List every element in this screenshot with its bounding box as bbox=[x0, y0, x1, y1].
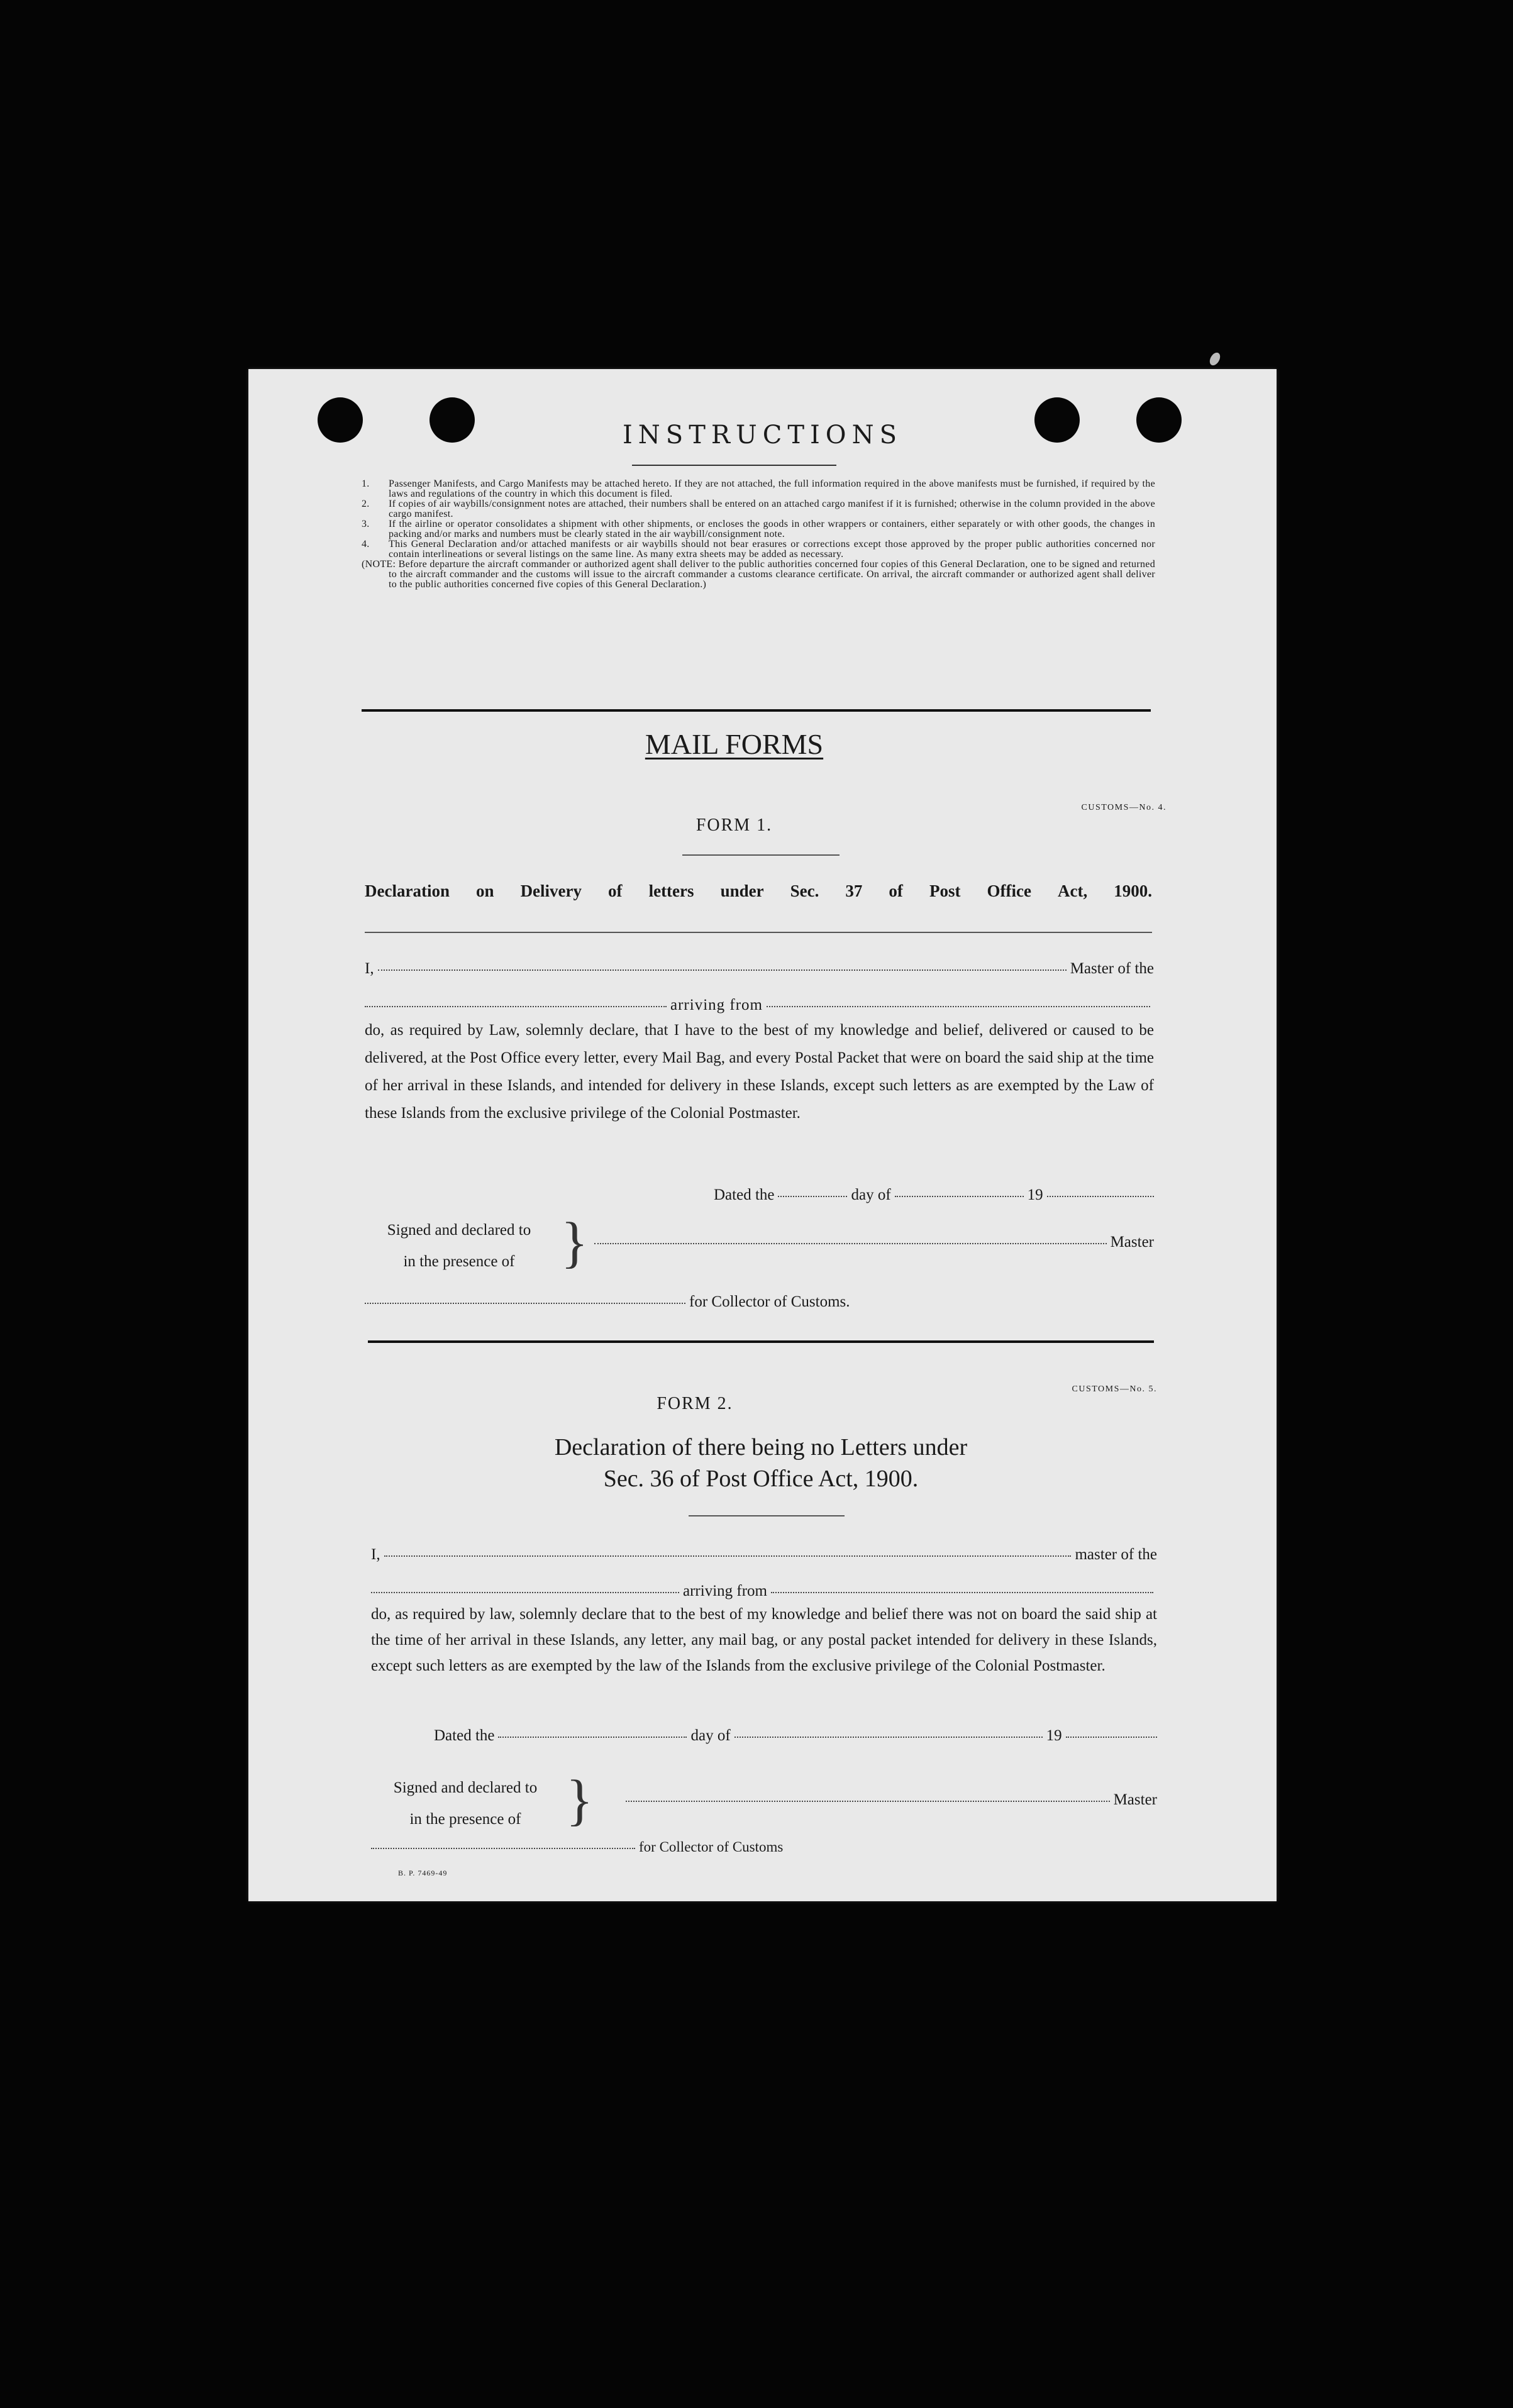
form1-declaration-title: Declaration on Delivery of letters under Sec. 37 of Post Office Act, 1900. bbox=[365, 881, 1152, 900]
instructions-list bbox=[362, 479, 1155, 590]
instructions-note: (NOTE: Before departure the aircraft commander or authorized agent shall deliver to the public authorities concerned four copies of this General Declaration, one to be signed and returned to the aircraft commander and the customs will issue to the aircraft commander a customs clearance certificate. On arrival, the aircraft commander or authorized agent shall deliver to the public authorities concerned five copies of this General Declaration.) bbox=[362, 559, 1155, 590]
title-rule bbox=[632, 465, 836, 466]
scan-artifact bbox=[1207, 351, 1222, 367]
form-page bbox=[248, 369, 1277, 1901]
instruction-item: 1. Passenger Manifests, and Cargo Manifests may be attached hereto. If they are not attached, the full information required in the above manifests must be furnished, if required by the laws and regulations of the country in which this document is filed. bbox=[362, 478, 1155, 499]
form2-day-field[interactable] bbox=[498, 1737, 687, 1738]
instruction-item: 2. If copies of air waybills/consignment notes are attached, their numbers shall be entered on an attached cargo manifest if it is furnished; otherwise in the column provided in the above cargo manifest. bbox=[362, 499, 1155, 519]
forms-divider bbox=[368, 1340, 1154, 1343]
form2-title-rule bbox=[689, 1515, 845, 1516]
form1-label: FORM 1. bbox=[696, 815, 773, 835]
form2-declaration-title: Declaration of there being no Letters under Sec. 36 of Post Office Act, 1900. bbox=[554, 1434, 968, 1492]
form2-signed-label: Signed and declared to in the presence of bbox=[393, 1779, 538, 1828]
form2-master-signature-field[interactable] bbox=[626, 1801, 1110, 1802]
instructions-title: INSTRUCTIONS bbox=[623, 421, 902, 450]
form1-signed-label: Signed and declared to in the presence of bbox=[387, 1222, 531, 1270]
form1-master-name-field[interactable] bbox=[378, 969, 1067, 971]
form1-collector-signature-field[interactable] bbox=[365, 1303, 685, 1304]
instruction-item: 3. If the airline or operator consolidates a shipment with other shipments, or encloses the goods in other wrappers or containers, either separately or with other goods, the changes in packing and/or marks and numbers must be clearly stated in the air waybill/consignment note. bbox=[362, 519, 1155, 539]
section-divider bbox=[362, 709, 1151, 712]
form1-rule bbox=[365, 932, 1152, 933]
form1-ship-name-field[interactable] bbox=[365, 1006, 667, 1007]
form1-master-signature-line: Master bbox=[594, 1234, 1154, 1251]
form1-arriving-from-field[interactable] bbox=[767, 1006, 1150, 1007]
form2-label: FORM 2. bbox=[657, 1394, 733, 1413]
form1-declaration-body: do, as required by Law, solemnly declare, that I have to the best of my knowledge and belief, delivered or caused to be delivered, at the Post Office every letter, every Mail Bag, and every Postal Packet that were on board the said ship at the time of her arrival in these Islands, and intended for delivery in these Islands, except such letters as are exempted by the Law of these Islands from the exclusive privilege of the Colonial Postmaster. bbox=[365, 1022, 1154, 1122]
form2-master-line: I, master of the bbox=[371, 1546, 1157, 1563]
form2-collector-line: for Collector of Customs bbox=[371, 1839, 937, 1855]
form2-customs-number: CUSTOMS—No. 5. bbox=[1072, 1384, 1157, 1394]
form2-ship-name-field[interactable] bbox=[371, 1592, 679, 1593]
form2-collector-signature-field[interactable] bbox=[371, 1848, 635, 1849]
form2-master-signature-line: Master bbox=[626, 1791, 1157, 1809]
form1-month-field[interactable] bbox=[895, 1196, 1024, 1197]
instruction-item: 4. This General Declaration and/or attached manifests or air waybills should not bear erasures or corrections except those approved by the proper public authorities concerned nor contain interlineations or several listings on the same line. As many extra sheets may be added as necessary. bbox=[362, 539, 1155, 560]
print-code: B. P. 7469-49 bbox=[398, 1869, 448, 1877]
mail-forms-heading: MAIL FORMS bbox=[645, 728, 824, 760]
form1-master-signature-field[interactable] bbox=[594, 1243, 1107, 1244]
form2-dated-line: Dated the day of 19 bbox=[434, 1727, 1157, 1745]
form2-year-field[interactable] bbox=[1066, 1737, 1157, 1738]
form1-year-field[interactable] bbox=[1047, 1196, 1154, 1197]
form1-master-line: I, Master of the bbox=[365, 960, 1154, 977]
form1-arriving-line: arriving from bbox=[365, 997, 1154, 1014]
form2-brace: } bbox=[566, 1769, 594, 1831]
form2-arriving-from-field[interactable] bbox=[771, 1592, 1153, 1593]
form1-collector-line: for Collector of Customs. bbox=[365, 1293, 931, 1311]
form2-month-field[interactable] bbox=[734, 1737, 1043, 1738]
form1-label-rule bbox=[682, 854, 840, 856]
form2-declaration-body: do, as required by law, solemnly declare that to the best of my knowledge and belief there was not on board the said ship at the time of her arrival in these Islands, any letter, any mail bag, or any postal packet intended for delivery in these Islands, except such letters as are exempted by the law of the Islands from the exclusive privilege of the Colonial Postmaster. bbox=[371, 1606, 1157, 1674]
form2-master-name-field[interactable] bbox=[384, 1555, 1072, 1557]
form1-customs-number: CUSTOMS—No. 4. bbox=[1081, 803, 1167, 812]
form1-dated-line: Dated the day of 19 bbox=[714, 1186, 1154, 1204]
form1-brace: } bbox=[561, 1212, 589, 1274]
form1-day-field[interactable] bbox=[778, 1196, 847, 1197]
form2-arriving-line: arriving from bbox=[371, 1582, 1157, 1600]
